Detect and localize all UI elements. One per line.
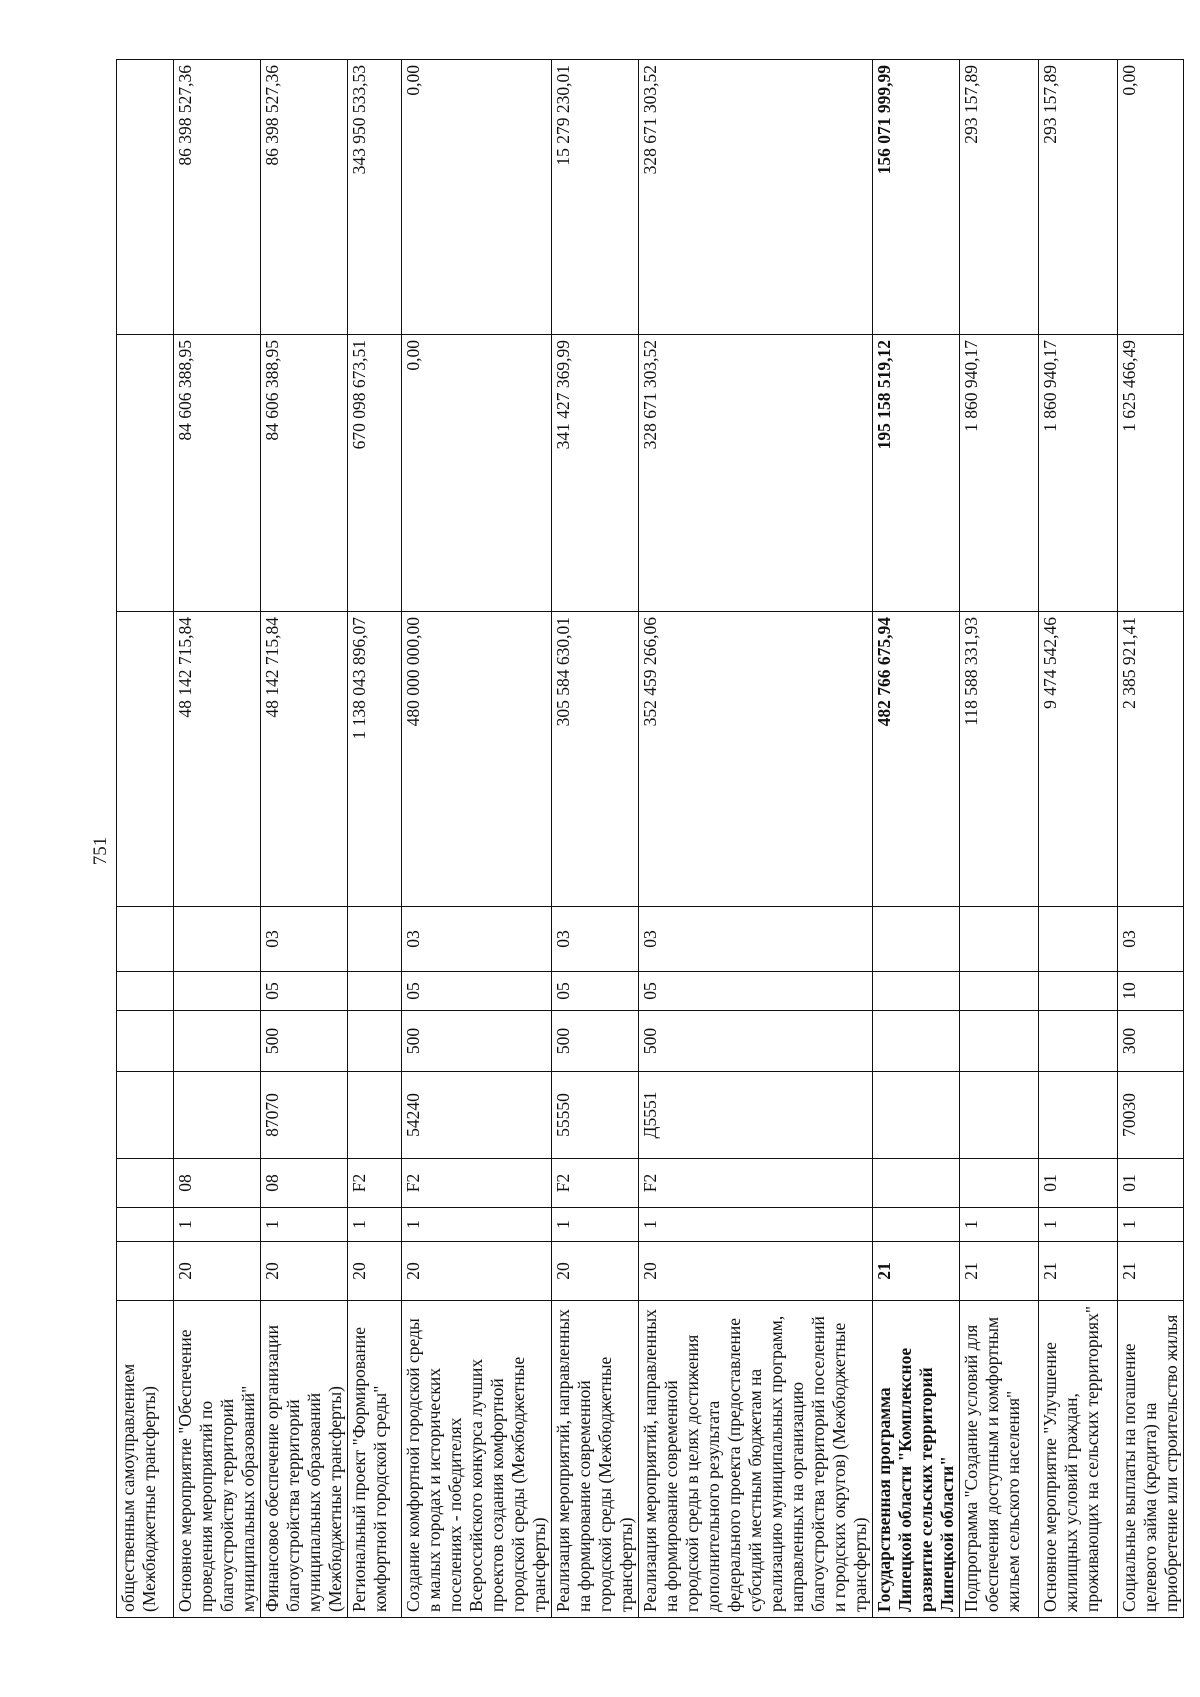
code-cell (873, 1159, 960, 1208)
amount-cell: 480 000 000,00 (402, 612, 552, 907)
amount-cell: 343 950 533,53 (348, 60, 402, 335)
code-cell: 01 (1039, 1159, 1118, 1208)
code-cell (117, 1072, 174, 1159)
code-cell: 20 (348, 1242, 402, 1301)
code-cell: 54240 (402, 1072, 552, 1159)
amount-cell: 293 157,89 (960, 60, 1039, 335)
code-cell: Д5551 (639, 1072, 873, 1159)
amount-cell: 352 459 266,06 (639, 612, 873, 907)
amount-cell: 48 142 715,84 (174, 612, 261, 907)
code-cell (873, 907, 960, 972)
code-cell: 1 (639, 1208, 873, 1242)
code-cell (117, 972, 174, 1011)
table-row (261, 60, 348, 1618)
amount-cell: 9 474 542,46 (1039, 612, 1118, 907)
code-cell: 500 (552, 1011, 639, 1072)
row-name-cell: общественным самоуправлением (Межбюджетные трансферты) (117, 1301, 174, 1618)
code-cell: 03 (402, 907, 552, 972)
code-cell (174, 907, 261, 972)
table-row (174, 60, 261, 1618)
budget-table-container (116, 60, 1181, 1618)
code-cell (348, 1072, 402, 1159)
amount-cell: 84 606 388,95 (174, 335, 261, 612)
code-cell: 05 (552, 972, 639, 1011)
code-cell (348, 1011, 402, 1072)
table-row (402, 60, 552, 1618)
code-cell: F2 (639, 1159, 873, 1208)
code-cell: 20 (639, 1242, 873, 1301)
code-cell: 20 (402, 1242, 552, 1301)
code-cell: 300 (1118, 1011, 1184, 1072)
code-cell: 1 (1118, 1208, 1184, 1242)
amount-cell: 86 398 527,36 (261, 60, 348, 335)
code-cell (960, 1072, 1039, 1159)
code-cell: 21 (1039, 1242, 1118, 1301)
table-row (1039, 60, 1118, 1618)
amount-cell: 118 588 331,93 (960, 612, 1039, 907)
code-cell: 05 (402, 972, 552, 1011)
code-cell: 1 (960, 1208, 1039, 1242)
code-cell (960, 907, 1039, 972)
table-row (639, 60, 873, 1618)
amount-cell: 1 138 043 896,07 (348, 612, 402, 907)
code-cell: 87070 (261, 1072, 348, 1159)
amount-cell: 84 606 388,95 (261, 335, 348, 612)
amount-cell (117, 612, 174, 907)
amount-cell: 482 766 675,94 (873, 612, 960, 907)
row-name-cell: Финансовое обеспечение организации благоустройства территорий муниципальных образований (Межбюджетные трансферты) (261, 1301, 348, 1618)
code-cell: 03 (639, 907, 873, 972)
row-name-cell: Основное мероприятие "Обеспечение проведения мероприятий по благоустройству территорий муниципальных образований" (174, 1301, 261, 1618)
amount-cell: 0,00 (402, 335, 552, 612)
code-cell (873, 1011, 960, 1072)
code-cell (873, 972, 960, 1011)
table-row (348, 60, 402, 1618)
code-cell: 05 (639, 972, 873, 1011)
amount-cell: 293 157,89 (1039, 60, 1118, 335)
code-cell (348, 972, 402, 1011)
code-cell (348, 907, 402, 972)
code-cell: 01 (1118, 1159, 1184, 1208)
code-cell (873, 1208, 960, 1242)
code-cell (1039, 1072, 1118, 1159)
code-cell (174, 1072, 261, 1159)
amount-cell: 1 860 940,17 (1039, 335, 1118, 612)
code-cell (873, 1072, 960, 1159)
amount-cell: 305 584 630,01 (552, 612, 639, 907)
row-name-cell: Реализация мероприятий, направленных на формирование современной городской среды (Межбюджетные трансферты) (552, 1301, 639, 1618)
code-cell (117, 907, 174, 972)
code-cell: 1 (174, 1208, 261, 1242)
code-cell (174, 1011, 261, 1072)
amount-cell: 156 071 999,99 (873, 60, 960, 335)
code-cell (174, 972, 261, 1011)
code-cell: 1 (402, 1208, 552, 1242)
code-cell (117, 1011, 174, 1072)
table-row (117, 60, 174, 1618)
row-name-cell: Государственная программа Липецкой области "Комплексное развитие сельских территорий Липецкой области" (873, 1301, 960, 1618)
code-cell: F2 (348, 1159, 402, 1208)
code-cell: 1 (348, 1208, 402, 1242)
amount-cell: 1 860 940,17 (960, 335, 1039, 612)
code-cell: 05 (261, 972, 348, 1011)
code-cell: 55550 (552, 1072, 639, 1159)
amount-cell: 0,00 (1118, 60, 1184, 335)
code-cell: 1 (1039, 1208, 1118, 1242)
code-cell: 08 (261, 1159, 348, 1208)
row-name-cell: Социальные выплаты на погашение целевого займа (кредита) на приобретение или строительство жилья (1118, 1301, 1184, 1618)
amount-cell: 1 625 466,49 (1118, 335, 1184, 612)
code-cell (117, 1208, 174, 1242)
row-name-cell: Региональный проект "Формирование комфортной городской среды" (348, 1301, 402, 1618)
budget-table (116, 59, 1184, 1618)
page-number: 751 (90, 836, 111, 866)
row-name-cell: Реализация мероприятий, направленных на формирование современной городской среды в целях достижения дополнительного результата федерального проекта (предоставление субсидий местным бюджетам на реализацию муниципальных программ, направленных на организацию благоустройства территорий поселений и городских округов) (Межбюджетные трансферты) (639, 1301, 873, 1618)
code-cell: F2 (402, 1159, 552, 1208)
amount-cell: 48 142 715,84 (261, 612, 348, 907)
code-cell: 500 (402, 1011, 552, 1072)
code-cell: 20 (552, 1242, 639, 1301)
amount-cell: 328 671 303,52 (639, 60, 873, 335)
code-cell (117, 1242, 174, 1301)
code-cell: 21 (873, 1242, 960, 1301)
code-cell: 20 (174, 1242, 261, 1301)
code-cell (960, 1159, 1039, 1208)
code-cell: 08 (174, 1159, 261, 1208)
code-cell: 70030 (1118, 1072, 1184, 1159)
table-row (1118, 60, 1184, 1618)
row-name-cell: Основное мероприятие "Улучшение жилищных условий граждан, проживающих на сельских территориях" (1039, 1301, 1118, 1618)
code-cell: 21 (1118, 1242, 1184, 1301)
table-row (873, 60, 960, 1618)
table-row (552, 60, 639, 1618)
row-name-cell: Создание комфортной городской среды в малых городах и исторических поселениях - победителях Всероссийского конкурса лучших проектов создания комфортной городской среды (Межбюджетные трансферты) (402, 1301, 552, 1618)
code-cell: 1 (261, 1208, 348, 1242)
amount-cell: 670 098 673,51 (348, 335, 402, 612)
code-cell: F2 (552, 1159, 639, 1208)
code-cell (117, 1159, 174, 1208)
amount-cell (117, 335, 174, 612)
code-cell: 1 (552, 1208, 639, 1242)
code-cell: 500 (261, 1011, 348, 1072)
amount-cell (117, 60, 174, 335)
code-cell (960, 1011, 1039, 1072)
code-cell: 10 (1118, 972, 1184, 1011)
amount-cell: 2 385 921,41 (1118, 612, 1184, 907)
code-cell: 03 (261, 907, 348, 972)
amount-cell: 86 398 527,36 (174, 60, 261, 335)
code-cell (1039, 1011, 1118, 1072)
amount-cell: 328 671 303,52 (639, 335, 873, 612)
amount-cell: 0,00 (402, 60, 552, 335)
amount-cell: 195 158 519,12 (873, 335, 960, 612)
amount-cell: 15 279 230,01 (552, 60, 639, 335)
code-cell: 20 (261, 1242, 348, 1301)
code-cell (960, 972, 1039, 1011)
code-cell: 500 (639, 1011, 873, 1072)
code-cell: 21 (960, 1242, 1039, 1301)
code-cell (1039, 972, 1118, 1011)
code-cell: 03 (552, 907, 639, 972)
row-name-cell: Подпрограмма "Создание условий для обеспечения доступным и комфортным жильем сельского населения" (960, 1301, 1039, 1618)
code-cell: 03 (1118, 907, 1184, 972)
amount-cell: 341 427 369,99 (552, 335, 639, 612)
code-cell (1039, 907, 1118, 972)
table-row (960, 60, 1039, 1618)
